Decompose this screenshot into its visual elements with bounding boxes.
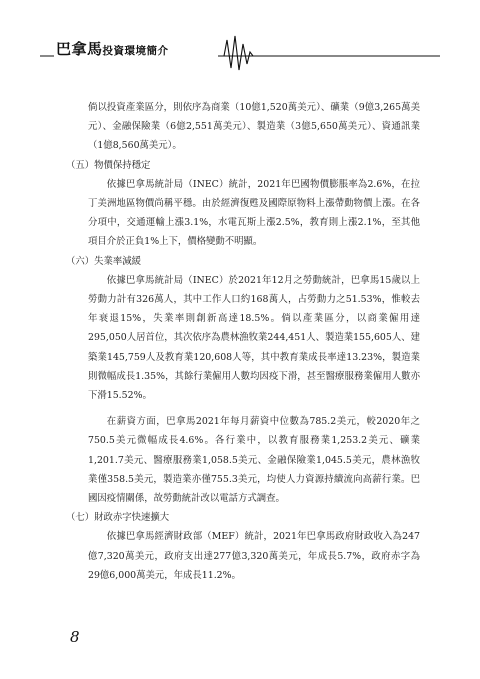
body-paragraph: 依據巴拿馬統計局（INEC）統計，2021年巴國物價膨脹率為2.6%，在拉丁美洲地區物價尚稱平穩。由於經濟復甦及國際原物料上漲帶動物價上漲。在各分項中，交通運輸上漲3.1%，水電瓦斯上漲2.5%，教育則上漲2.1%，至其他項目介於正負1%上下，價格變動不明顯。: [88, 178, 420, 248]
running-header: [0, 26, 480, 72]
document-body: [66, 98, 420, 585]
page-number: 8: [70, 628, 80, 646]
header-title-sub: 投資環境簡介: [102, 45, 169, 57]
body-paragraph: 依據巴拿馬統計局（INEC）於2021年12月之勞動統計，巴拿馬15歲以上勞動力計有326萬人，其中工作人口約168萬人，占勞動力之51.53%，惟較去年衰退15%，失業率則創新高達18.5%。倘以產業區分，以商業僱用達295,050人居首位，其次依序為農林漁牧業244,451人、製造業155,605人、建築業145,759人及教育業120,608人等，其中教育業成長率達13.23%，製造業則微幅成長1.35%，其餘行業僱用人數均因疫下滑，甚至醫療服務業僱用人數亦下滑15.52%。: [88, 274, 420, 402]
paragraph-spacer: [88, 405, 420, 412]
section-heading: （五）物價保持穩定: [66, 159, 151, 171]
body-paragraph: 倘以投資產業區分，則依序為商業（10億1,520萬美元）、礦業（9億3,265萬美元）、金融保險業（6億2,551萬美元）、製造業（3億5,650萬美元）、資通訊業（1億8,560萬美元）。: [88, 102, 420, 152]
section-heading: （七）財政赤字快速擴大: [66, 512, 170, 524]
body-paragraph: 在薪資方面，巴拿馬2021年每月薪資中位數為785.2美元，較2020年之750.5美元微幅成長4.6%。各行業中，以教育服務業1,253.2美元、礦業1,201.7美元、醫療服務業1,058.5美元、金融保險業1,045.5美元，農林漁牧業僅358.5美元，製造業亦僅755.3美元，均使人力資源持續流向高薪行業。巴國因疫情關係，故勞動統計改以電話方式調查。: [88, 416, 420, 505]
section-heading: （六）失業率減緩: [66, 255, 142, 267]
header-title-main: 巴拿馬: [56, 40, 103, 58]
header-title: [56, 38, 169, 59]
body-paragraph: 依據巴拿馬經濟財政部（MEF）統計，2021年巴拿馬政府財政收入為247億7,320萬美元，政府支出達277億3,320萬美元，年成長5.7%，政府赤字為29億6,000萬美元，年成長11.2%。: [88, 531, 420, 581]
